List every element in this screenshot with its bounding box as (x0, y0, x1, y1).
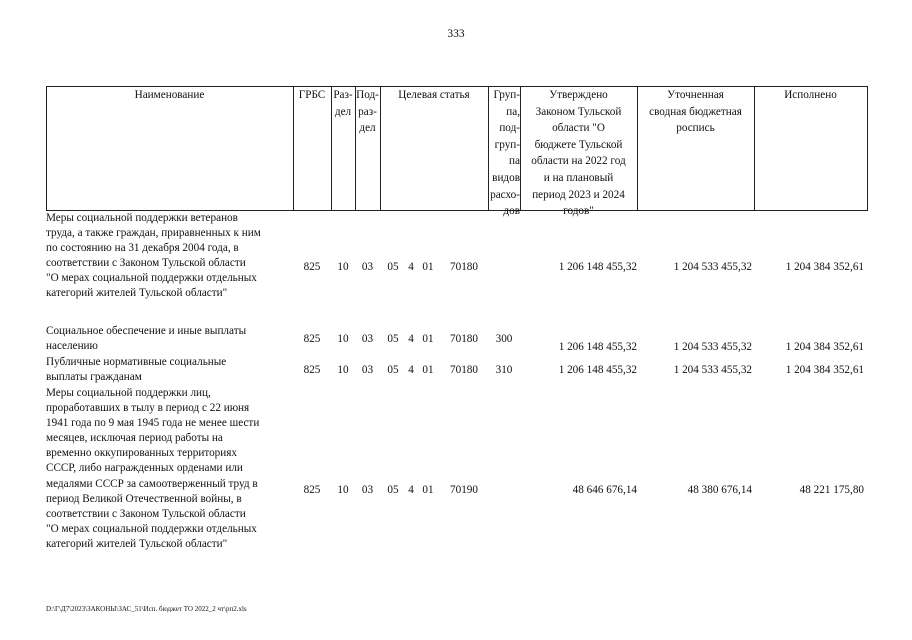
row-group: 310 (495, 364, 513, 376)
row-target-event: 01 (422, 261, 434, 273)
row-executed: 1 204 384 352,61 (785, 341, 864, 353)
row-name: Меры социальной поддержки лиц, проработавших в тылу в период с 22 июня 1941 года по 9 мая 1945 года не менее шести месяцев, исключая период работы на временно оккупированных территориях СССР, либо награжденных орденами или медалями СССР за самоотверженный труд в период Великой Отечественной войны, в соответствии с Законом Тульской области "О мерах социальной поддержки отдельных категорий жителей Тульской области" (46, 387, 260, 550)
row-executed: 1 204 384 352,61 (785, 364, 864, 376)
header-podrazdel: Под- раз- дел (356, 89, 379, 135)
row-razdel: 10 (337, 364, 349, 376)
header-revised: Уточненная сводная бюджетная роспись (649, 89, 742, 135)
row-grbs: 825 (303, 364, 321, 376)
row-revised: 1 204 533 455,32 (673, 341, 752, 353)
page-number: 333 (447, 28, 465, 40)
row-podrazdel: 03 (361, 333, 374, 345)
row-executed: 1 204 384 352,61 (785, 261, 864, 273)
row-target-event: 01 (422, 333, 434, 345)
header-razdel: Раз- дел (333, 89, 353, 118)
row-target-program: 05 (387, 333, 399, 345)
row-approved: 1 206 148 455,32 (558, 261, 637, 273)
row-target-event: 01 (422, 364, 434, 376)
file-path-footer: D:\Г\Д7\2023\ЗАКОНЫ\ЗАС_51\Исп. бюджет ТО 2022_2 чт\рп2.xls (46, 605, 247, 613)
row-razdel: 10 (337, 261, 349, 273)
row-revised: 1 204 533 455,32 (673, 261, 752, 273)
row-podrazdel: 03 (361, 261, 374, 273)
row-target-code: 70180 (450, 333, 478, 345)
row-name: Меры социальной поддержки ветеранов труда, а также граждан, приравненных к ним по состоянию на 31 декабря 2004 года, в соответствии с Законом Тульской области "О мерах социальной поддержки отдельных категорий жителей Тульской области" (46, 212, 261, 300)
row-target-code: 70180 (450, 364, 478, 376)
row-approved: 1 206 148 455,32 (558, 341, 637, 353)
row-group: 300 (495, 333, 513, 345)
row-target-program: 05 (387, 364, 399, 376)
header-divider (46, 86, 47, 211)
row-target-program: 05 (387, 484, 399, 496)
header-divider (867, 86, 868, 211)
row-revised: 48 380 676,14 (687, 484, 752, 496)
row-executed: 48 221 175,80 (799, 484, 864, 496)
row-target-program: 05 (387, 261, 399, 273)
row-target-code: 70190 (450, 484, 478, 496)
header-group: Груп- па, под- груп- па видов расхо- дов (490, 89, 520, 218)
header-target: Целевая статья (398, 89, 470, 101)
header-divider (754, 86, 755, 211)
header-grbs: ГРБС (298, 89, 326, 101)
row-podrazdel: 03 (361, 484, 374, 496)
row-grbs: 825 (303, 261, 321, 273)
row-grbs: 825 (303, 484, 321, 496)
header-approved: Утверждено Законом Тульской области "О бюджете Тульской области на 2022 год и на плановый период 2023 и 2024 годов" (531, 89, 626, 218)
row-target-code: 70180 (450, 261, 478, 273)
header-divider (293, 86, 294, 211)
row-razdel: 10 (337, 484, 349, 496)
row-approved: 48 646 676,14 (572, 484, 637, 496)
row-target-subprogram: 4 (408, 333, 414, 345)
row-razdel: 10 (337, 333, 349, 345)
header-divider (380, 86, 381, 211)
header-name: Наименование (134, 89, 205, 101)
row-approved: 1 206 148 455,32 (558, 364, 637, 376)
row-grbs: 825 (303, 333, 321, 345)
row-target-subprogram: 4 (408, 364, 414, 376)
row-target-subprogram: 4 (408, 261, 414, 273)
header-executed: Исполнено (784, 89, 837, 101)
row-name: Социальное обеспечение и иные выплаты населению (46, 325, 247, 353)
row-name: Публичные нормативные социальные выплаты гражданам (46, 356, 227, 384)
row-revised: 1 204 533 455,32 (673, 364, 752, 376)
row-target-subprogram: 4 (408, 484, 414, 496)
row-podrazdel: 03 (361, 364, 374, 376)
row-target-event: 01 (422, 484, 434, 496)
